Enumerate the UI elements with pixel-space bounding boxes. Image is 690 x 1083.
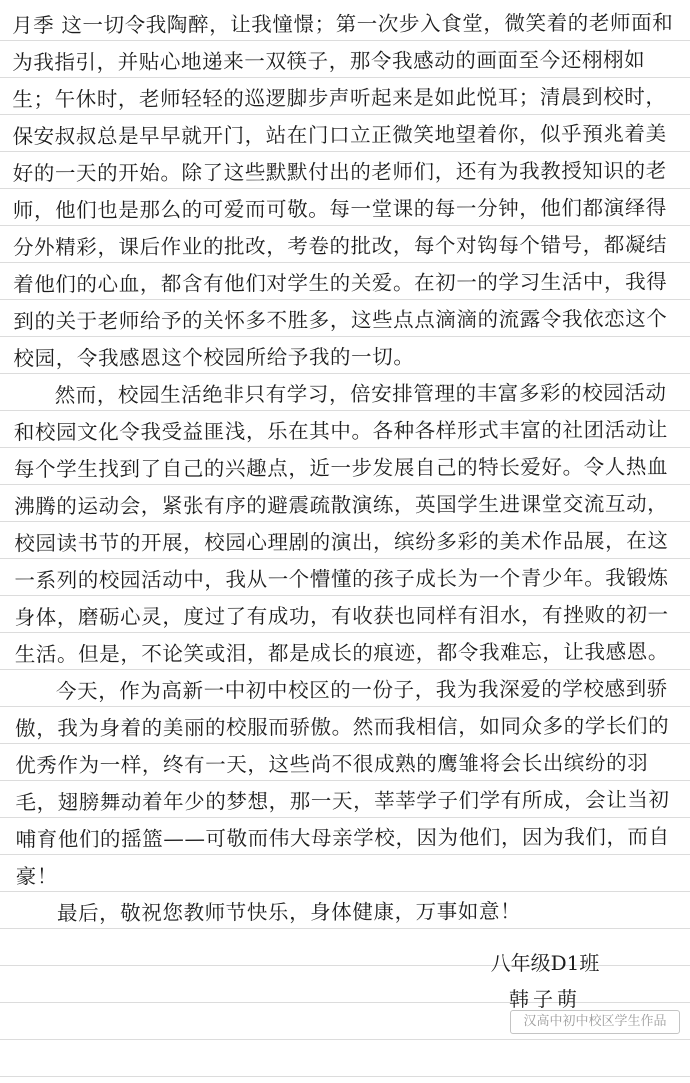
letter-body <box>12 5 678 933</box>
signature-class: 八年级D1班 <box>490 951 600 975</box>
signature-block <box>470 945 620 1017</box>
signature-name: 韩子萌 <box>509 987 581 1011</box>
paragraph-2: 然而，校园生活绝非只有学习，倍安排管理的丰富多彩的校园活动和校园文化令我受益匪浅，乐在其中。各种各样形式丰富的社团活动让每个学生找到了自己的兴趣点，近一步发展自己的特长爱好。令人热血沸腾的运动会，紧张有序的避震疏散演练，英国学生进课堂交流互动，校园读书节的开展，校园心理剧的演出，缤纷多彩的美术作品展，在这一系列的校园活动中，我从一个懵懂的孩子成长为一个青少年。我锻炼身体，磨砺心灵，度过了有成功，有收获也同样有泪水，有挫败的初一生活。但是，不论笑或泪，都是成长的痕迹，都令我难忘，让我感恩。 <box>13 380 669 667</box>
paragraph-3: 今天，作为高新一中初中校区的一份子，我为我深爱的学校感到骄傲，我为身着的美丽的校服而骄傲。然而我相信，如同众多的学长们的优秀作为一样，终有一天，这些尚不很成熟的鹰雏将会长出缤纷的羽毛，翅膀舞动着年少的梦想，那一天，莘莘学子们学有所成，会让当初哺育他们的摇篮——可敬而伟大母亲学校，因为他们，因为我们，而自豪！ <box>15 676 670 889</box>
paragraph-1: 月季 这一切令我陶醉，让我憧憬；第一次步入食堂，微笑着的老师面和为我指引，并贴心地递来一双筷子，那令我感动的画面至今还栩栩如生；午休时，老师轻轻的巡逻脚步声听起来是如此悦耳；清晨到校时，保安叔叔总是早早就开门，站在门口立正微笑地望着你，似乎預兆着美好的一天的开始。除了这些默默付出的老师们，还有为我教授知识的老师，他们也是那么的可爱而可敬。每一堂课的每一分钟，他们都演绎得分外精彩，课后作业的批改，考卷的批改，每个对钩每个错号，都凝结着他们的心血，都含有他们对学生的关爱。在初一的学习生活中，我得到的关于老师给予的关怀多不胜多，这些点点滴滴的流露令我依恋这个校园，令我感恩这个校园所给予我的一切。 <box>12 10 674 371</box>
paragraph-4: 最后，敬祝您教师节快乐，身体健康，万事如意！ <box>56 899 522 926</box>
school-stamp: 汉高中初中校区学生作品 <box>510 1010 680 1034</box>
